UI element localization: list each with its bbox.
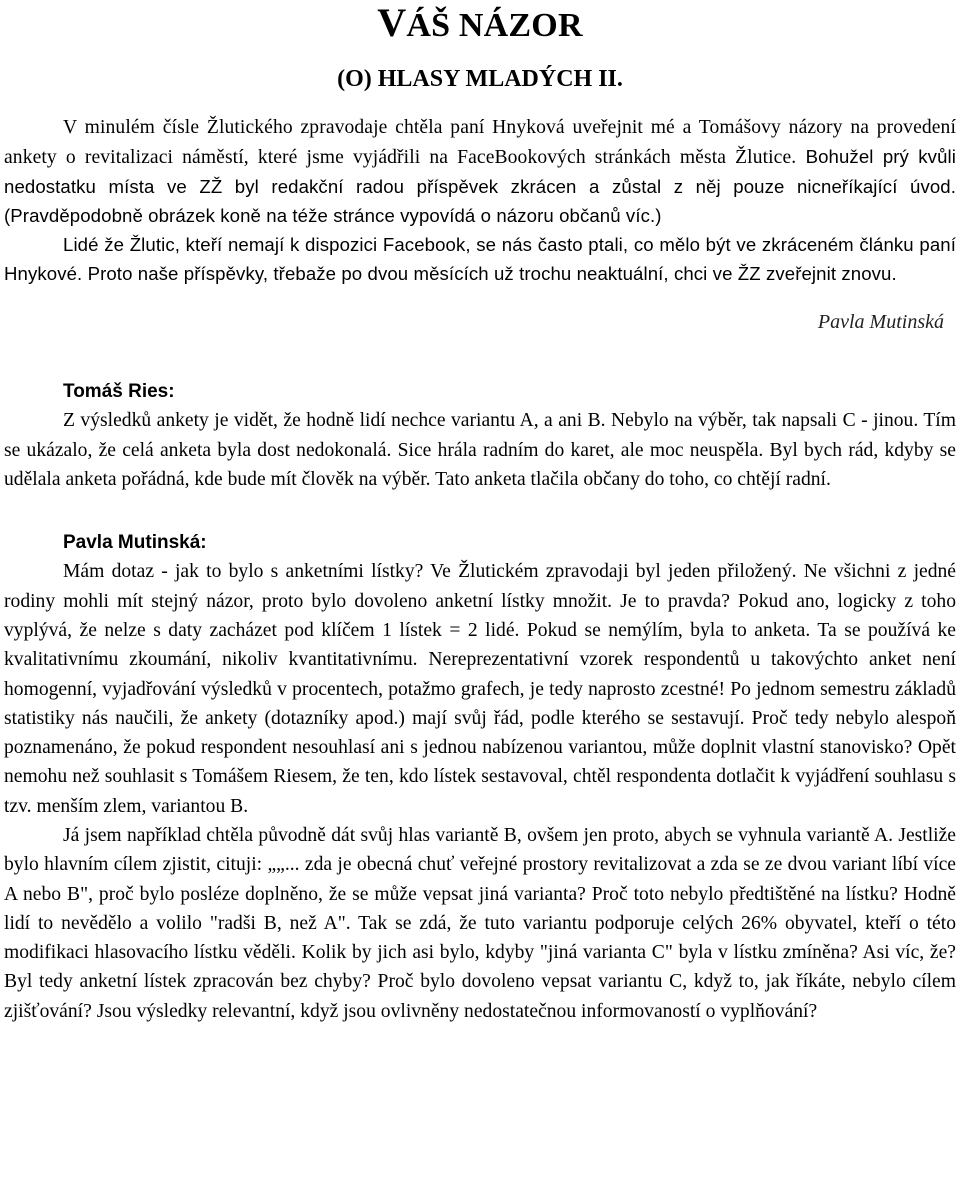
section-paragraph: Mám dotaz - jak to bylo s anketními lístky? Ve Žlutickém zpravodaji byl jeden přiložený. Ne všichni z jedné rodiny mohli mít stejný názor, proto bylo dovoleno anketní lístky množit. Je to pravda? Pokud ano, logicky z toho vyplývá, že nelze s daty zacházet pod klíčem 1 lístek = 2 lidé. Pokud se nemýlím, byla to anketa. Ta se používá ke kvalitativnímu zkoumání, nikoliv kvantitativnímu. Nereprezentativní vzorek respondentů u takovýchto anket není homogenní, vyjadřování výsledků v procentech, potažmo grafech, je tedy naprosto zcestné! Po jednom semestru základů statistiky nás naučili, že ankety (dotazníky apod.) mají svůj řád, podle kterého se sestavují. Proč tedy nebylo alespoň poznamenáno, že pokud respondent nesouhlasí ani s jednou nabízenou variantou, může doplnit vlastní stanovisko? Opět nemohu než souhlasit s Tomášem Riesem, že ten, kdo lístek sestavoval, chtěl respondenta dotlačit k vyjádření souhlasu s tzv. menším zlem, variantou B.: [4, 561, 956, 817]
article-title-rest: ÁŠ NÁZOR: [406, 7, 583, 44]
intro-paragraph-1-serif: V minulém čísle Žlutického zpravodaje chtěla paní Hnyková uveřejnit mé a Tomášovy názory na provedení ankety o revitalizaci náměstí, které jsme vyjádřili na FaceBookových stránkách města Žlutice.: [4, 117, 956, 168]
article-title: [4, 0, 956, 45]
speaker-heading: Tomáš Ries:: [63, 381, 175, 403]
intro-paragraph-1: [4, 113, 956, 231]
section-paragraph: Z výsledků ankety je vidět, že hodně lidí nechce variantu A, a ani B. Nebylo na výběr, tak napsali C - jinou. Tím se ukázalo, že celá anketa byla dost nedokonalá. Sice hrála radním do karet, ale moc neuspěla. Byl bych rád, kdyby se udělala anketa pořádná, kde bude mít člověk na výběr. Tato anketa tlačila občany do toho, co chtějí radní.: [4, 410, 956, 491]
speaker-section-body: [4, 557, 956, 1026]
speaker-heading: Pavla Mutinská:: [63, 532, 207, 554]
author-signature: Pavla Mutinská: [817, 311, 944, 334]
article-intro: [4, 113, 956, 288]
section-paragraph: Já jsem například chtěla původně dát svůj hlas variantě B, ovšem jen proto, abych se vyhnula variantě A. Jestliže bylo hlavním cílem zjistit, cituji: „„... zda je obecná chuť veřejné prostory revitalizovat a zda se ze dvou variant líbí více A nebo B", proč bylo posléze doplněno, že se může vepsat jiná varianta? Proč toto nebylo předtištěné na lístku? Hodně lidí to nevědělo a volilo "radši B, než A". Tak se zdá, že tuto variantu podporuje celých 26% obyvatel, kteří o této modifikaci hlasovacího lístku věděli. Kolik by jich asi bylo, kdyby "jiná varianta C" byla v lístku zmíněna? Asi víc, že? Byl tedy anketní lístek zpracován bez chyby? Proč bylo dovoleno vepsat variantu C, když to, jak říkáte, nebylo cílem zjišťování? Jsou výsledky relevantní, když jsou ovlivněny nedostatečnou informovaností o vyplňování?: [4, 825, 956, 1022]
intro-paragraph-2: Lidé že Žlutic, kteří nemají k dispozici Facebook, se nás často ptali, co mělo být ve zkráceném článku paní Hnykové. Proto naše příspěvky, třebaže po dvou měsících už trochu neaktuální, chci ve ŽZ zveřejnit znovu.: [4, 233, 956, 284]
speaker-section-body: [4, 406, 956, 494]
intro-paragraph-1-sans: Bohužel prý kvůli nedostatku místa ve ZŽ byl redakční radou příspěvek zkrácen a zůstal z něj pouze nicneříkající úvod. (Pravděpodobně obrázek koně na téže stránce vypovídá o názoru občanů víc.): [4, 145, 956, 226]
article-subtitle: (O) HLASY MLADÝCH II.: [337, 66, 623, 92]
article-title-initial: V: [377, 0, 407, 45]
